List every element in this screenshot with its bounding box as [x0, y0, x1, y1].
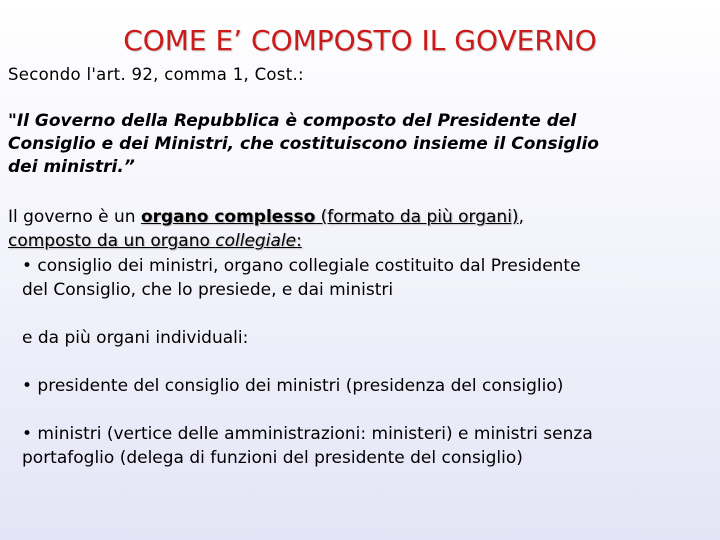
bullet: •: [22, 424, 33, 444]
quote-line-1: "Il Governo della Repubblica è composto del Presidente del: [8, 111, 577, 131]
quote-line-2: Consiglio e dei Ministri, che costituiscono insieme il Consiglio: [8, 134, 599, 154]
paragraph-prefix: Il governo è un: [8, 207, 141, 227]
consiglio-line-2: del Consiglio, che lo presiede, e dai ministri: [22, 280, 394, 300]
collegiale-term: collegiale: [215, 231, 297, 251]
list-item-consiglio: [22, 254, 712, 302]
slide-title: COME E’ COMPOSTO IL GOVERNO: [123, 24, 597, 57]
list-item-ministri: [22, 422, 712, 470]
paragraph-paren: (formato da più organi): [315, 207, 519, 227]
paragraph-line-1: [8, 205, 714, 229]
bullet: •: [22, 376, 33, 396]
ministri-text-1: ministri (vertice delle amministrazioni: ministeri) e ministri senza: [32, 424, 593, 444]
bullet: •: [22, 256, 33, 276]
government-paragraph: [8, 205, 714, 253]
ministri-line-2: portafoglio (delega di funzioni del presidente del consiglio): [22, 448, 523, 468]
paragraph-line-2: [8, 229, 714, 253]
quote-line-3: dei ministri.”: [8, 157, 135, 177]
presidente-text: presidente del consiglio dei ministri (presidenza del consiglio): [32, 376, 564, 396]
constitution-quote: [8, 110, 708, 179]
intro-text: Secondo l'art. 92, comma 1, Cost.:: [8, 65, 304, 84]
list-item-presidente: [22, 374, 712, 398]
ministri-line-1: [22, 422, 712, 446]
consiglio-text-1: consiglio dei ministri, organo collegiale costituito dal Presidente: [32, 256, 581, 276]
consiglio-line-1: [22, 254, 712, 278]
paragraph-line2-start: composto da un organo: [8, 231, 216, 251]
paragraph-comma: ,: [518, 207, 524, 227]
paragraph-colon: :: [296, 231, 302, 251]
organo-complesso-term: organo complesso: [140, 207, 316, 227]
individual-organs-text: e da più organi individuali:: [22, 328, 249, 348]
